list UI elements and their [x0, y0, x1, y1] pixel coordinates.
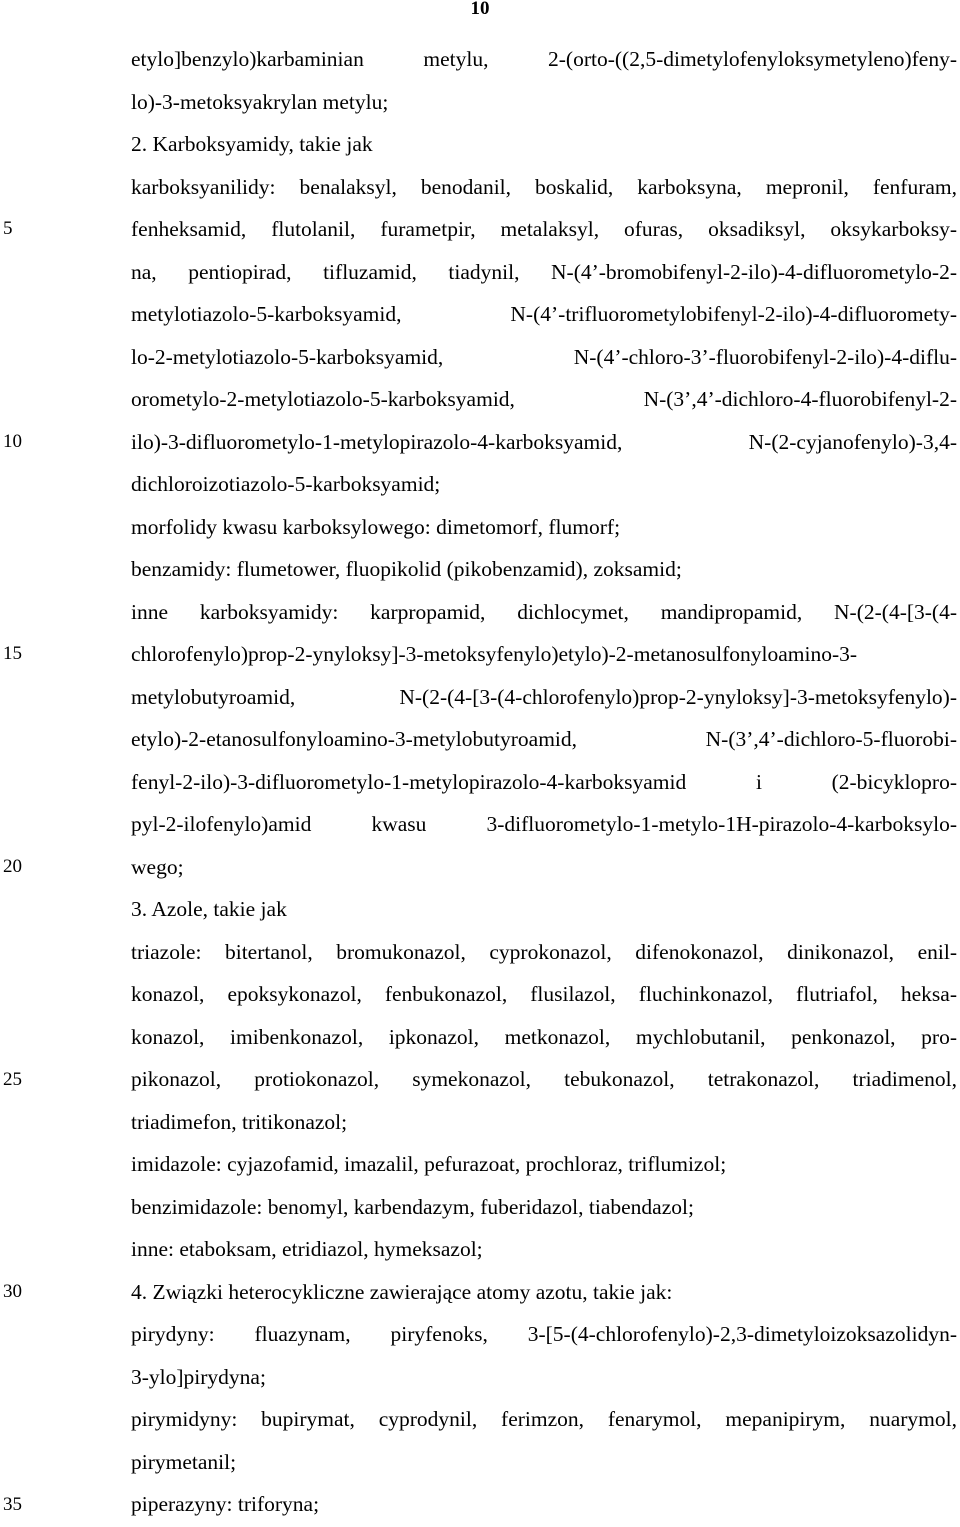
line-number: 20	[3, 856, 22, 877]
text-line: 2. Karboksyamidy, takie jak	[131, 132, 373, 156]
text-line: pyl-2-ilofenylo)amid kwasu 3-difluorometylo-1-metylo-1H-pirazolo-4-karboksylo-	[131, 812, 957, 836]
text-line: pikonazol, protiokonazol, symekonazol, tebukonazol, tetrakonazol, triadimenol,	[131, 1067, 957, 1091]
text-line: 3-ylo]pirydyna;	[131, 1364, 266, 1389]
text-line: fenyl-2-ilo)-3-difluorometylo-1-metylopirazolo-4-karboksyamid i (2-bicyklopro-	[131, 769, 957, 794]
text-line: inne karboksyamidy: karpropamid, dichlocymet, mandipropamid, N-(2-(4-[3-(4-	[131, 599, 957, 624]
text-line: piperazyny: triforyna;	[131, 1492, 320, 1516]
text-line: pirymidyny: bupirymat, cyprodynil, ferimzon, fenarymol, mepanipirym, nuarymol,	[131, 1407, 957, 1431]
line-number: 30	[3, 1281, 22, 1302]
text-line: 3. Azole, takie jak	[131, 897, 287, 921]
text-line: wego;	[131, 854, 184, 879]
text-line: imidazole: cyjazofamid, imazalil, pefurazoat, prochloraz, triflumizol;	[131, 1152, 727, 1176]
text-line: metylotiazolo-5-karboksyamid, N-(4’-trifluorometylobifenyl-2-ilo)-4-difluoromety-	[131, 302, 957, 326]
text-line: triazole: bitertanol, bromukonazol, cyprokonazol, difenokonazol, dinikonazol, enil-	[131, 939, 957, 964]
line-number: 15	[3, 643, 22, 664]
text-line: lo)-3-metoksyakrylan metylu;	[131, 89, 389, 114]
text-line: orometylo-2-metylotiazolo-5-karboksyamid, N-(3’,4’-dichloro-4-fluorobifenyl-2-	[131, 387, 957, 411]
text-line: lo-2-metylotiazolo-5-karboksyamid, N-(4’-chloro-3’-fluorobifenyl-2-ilo)-4-diflu-	[131, 344, 957, 369]
text-line: konazol, epoksykonazol, fenbukonazol, flusilazol, fluchinkonazol, flutriafol, heksa-	[131, 982, 957, 1006]
text-line: chlorofenylo)prop-2-ynyloksy]-3-metoksyfenylo)etylo)-2-metanosulfonyloamino-3-	[131, 642, 858, 666]
text-line: benzimidazole: benomyl, karbendazym, fuberidazol, tiabendazol;	[131, 1194, 694, 1219]
text-line: etylo]benzylo)karbaminian metylu, 2-(orto-((2,5-dimetylofenyloksymetyleno)feny-	[131, 47, 957, 71]
line-number: 10	[3, 431, 22, 452]
line-number: 25	[3, 1069, 22, 1090]
text-line: triadimefon, tritikonazol;	[131, 1109, 348, 1134]
text-line: morfolidy kwasu karboksylowego: dimetomorf, flumorf;	[131, 514, 621, 539]
line-number-gutter	[0, 0, 40, 1515]
text-line: metylobutyroamid, N-(2-(4-[3-(4-chlorofenylo)prop-2-ynyloksy]-3-metoksyfenylo)-	[131, 684, 957, 709]
text-line: etylo)-2-etanosulfonyloamino-3-metylobutyroamid, N-(3’,4’-dichloro-5-fluorobi-	[131, 727, 957, 751]
text-line: benzamidy: flumetower, fluopikolid (pikobenzamid), zoksamid;	[131, 557, 682, 581]
line-number: 35	[3, 1494, 22, 1515]
text-line: ilo)-3-difluorometylo-1-metylopirazolo-4-karboksyamid, N-(2-cyjanofenylo)-3,4-	[131, 429, 957, 454]
text-line: 4. Związki heterocykliczne zawierające atomy azotu, takie jak:	[131, 1279, 673, 1304]
text-line: fenheksamid, flutolanil, furametpir, metalaksyl, ofuras, oksadiksyl, oksykarboksy-	[131, 217, 957, 241]
page-number: 10	[470, 0, 490, 19]
text-line: inne: etaboksam, etridiazol, hymeksazol;	[131, 1237, 483, 1261]
line-number: 5	[3, 218, 13, 239]
text-line: na, pentiopirad, tifluzamid, tiadynil, N-(4’-bromobifenyl-2-ilo)-4-difluorometylo-2-	[131, 259, 957, 284]
text-line: pirydyny: fluazynam, piryfenoks, 3-[5-(4-chlorofenylo)-2,3-dimetyloizoksazolidyn-	[131, 1322, 957, 1346]
text-line: konazol, imibenkonazol, ipkonazol, metkonazol, mychlobutanil, penkonazol, pro-	[131, 1024, 957, 1049]
text-line: dichloroizotiazolo-5-karboksyamid;	[131, 472, 441, 496]
document-body	[131, 38, 957, 1526]
text-line: karboksyanilidy: benalaksyl, benodanil, boskalid, karboksyna, mepronil, fenfuram,	[131, 174, 957, 199]
text-line: pirymetanil;	[131, 1449, 237, 1474]
